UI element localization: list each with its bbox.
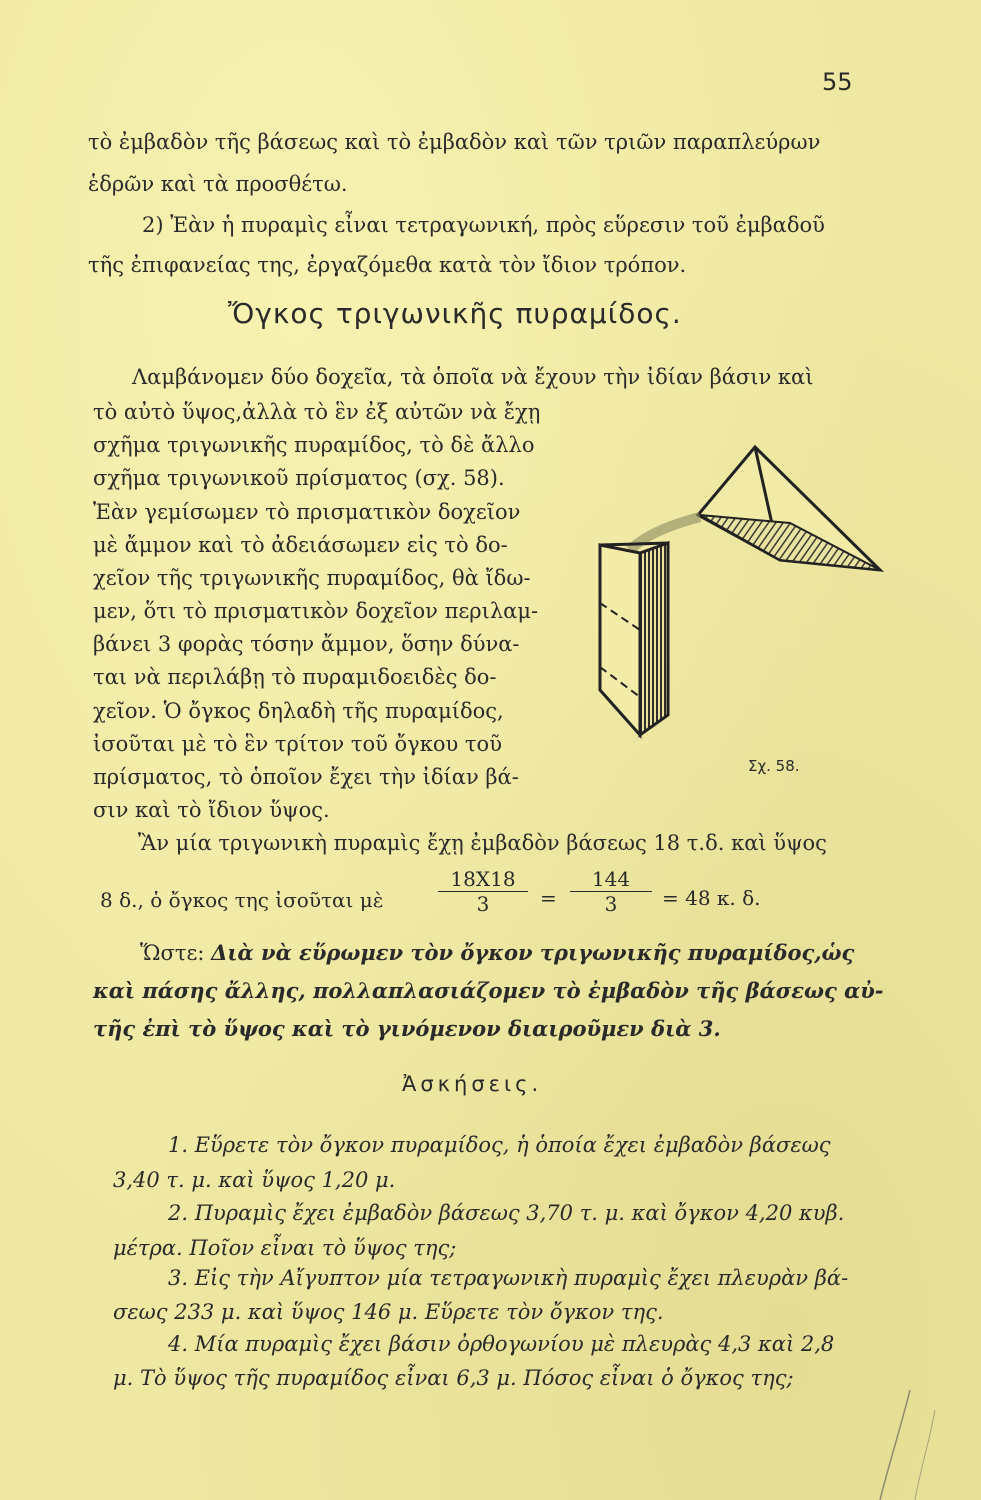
exercise-1-line-1: 1. Εὕρετε τὸν ὄγκον πυραμίδος, ἡ ὁποία ἔχει ἐμβαδὸν βάσεως <box>168 1133 831 1157</box>
body-line-5: Ἐὰν γεμίσωμεν τὸ πρισματικὸν δοχεῖον <box>93 500 521 524</box>
exercise-2-line-1: 2. Πυραμὶς ἔχει ἐμβαδὸν βάσεως 3,70 τ. μ. καὶ ὄγκον 4,20 κυβ. <box>168 1201 845 1225</box>
rule-text-1: Διὰ νὰ εὕρωμεν τὸν ὄγκον τριγωνικῆς πυραμίδος,ὡς <box>211 940 855 965</box>
exercise-4-line-2: μ. Τὸ ὕψος τῆς πυραμίδος εἶναι 6,3 μ. Πόσος εἶναι ὁ ὄγκος της; <box>113 1366 794 1390</box>
body-line-4: σχῆμα τριγωνικοῦ πρίσματος (σχ. 58). <box>93 466 505 490</box>
prism-vessel <box>600 543 668 735</box>
formula-result: = 48 κ. δ. <box>662 886 761 910</box>
page-number: 55 <box>822 68 853 96</box>
exercise-3-line-1: 3. Εἰς τὴν Αἴγυπτον μία τετραγωνικὴ πυραμὶς ἔχει πλευρὰν βά- <box>168 1266 849 1290</box>
figure-caption: Σχ. 58. <box>748 757 800 775</box>
body-line-14: σιν καὶ τὸ ἴδιον ὕψος. <box>93 798 330 822</box>
body-line-6: μὲ ἄμμον καὶ τὸ ἀδειάσωμεν εἰς τὸ δο- <box>93 533 508 557</box>
body-line-2: τὸ αὐτὸ ὕψος,ἀλλὰ τὸ ἓν ἐξ αὐτῶν νὰ ἔχῃ <box>93 400 541 424</box>
body-line-9: βάνει 3 φορὰς τόσην ἄμμον, ὅσην δύνα- <box>93 632 520 656</box>
body-line-7: χεῖον τῆς τριγωνικῆς πυραμίδος, θὰ ἴδω- <box>93 566 531 590</box>
fraction-2 <box>570 867 652 916</box>
intro-line-1: τὸ ἐμβαδὸν τῆς βάσεως καὶ τὸ ἐμβαδὸν καὶ τῶν τριῶν παραπλεύρων <box>88 130 821 154</box>
exercises-title: Ἀσκήσεις. <box>402 1072 543 1096</box>
intro-line-2: ἑδρῶν καὶ τὰ προσθέτω. <box>88 172 348 196</box>
body-line-3: σχῆμα τριγωνικῆς πυραμίδος, τὸ δὲ ἄλλο <box>93 433 535 457</box>
exercise-1-line-2: 3,40 τ. μ. καὶ ὕψος 1,20 μ. <box>113 1168 396 1192</box>
fraction-1-denominator: 3 <box>476 892 490 916</box>
intro-line-3: 2) Ἐὰν ἡ πυραμὶς εἶναι τετραγωνική, πρὸς εὕρεσιν τοῦ ἐμβαδοῦ <box>142 213 825 237</box>
rule-line-3: τῆς ἐπὶ τὸ ὕψος καὶ τὸ γινόμενον διαιροῦμεν διὰ 3. <box>93 1016 721 1041</box>
fraction-1-numerator: 18X18 <box>438 867 528 892</box>
exercise-4-line-1: 4. Μία πυραμὶς ἔχει βάσιν ὀρθογωνίου μὲ πλευρὰς 4,3 καὶ 2,8 <box>168 1332 835 1356</box>
rule-lead: Ὥστε: <box>140 941 205 965</box>
body-line-10: ται νὰ περιλάβῃ τὸ πυραμιδοειδὲς δο- <box>93 665 497 689</box>
corner-pencil-mark <box>840 1390 940 1500</box>
section-heading: Ὄγκος τριγωνικῆς πυραμίδος. <box>228 297 682 330</box>
intro-line-4: τῆς ἐπιφανείας της, ἐργαζόμεθα κατὰ τὸν ἴδιον τρόπον. <box>88 253 687 277</box>
pyramid-vessel <box>698 447 880 570</box>
body-line-8: μεν, ὅτι τὸ πρισματικὸν δοχεῖον περιλαμ- <box>93 599 539 623</box>
equals-sign-1: = <box>540 886 557 910</box>
prism-pyramid-figure <box>580 435 890 755</box>
exercise-3-line-2: σεως 233 μ. καὶ ὕψος 146 μ. Εὕρετε τὸν ὄγκον της. <box>113 1300 664 1324</box>
body-line-1: Λαμβάνομεν δύο δοχεῖα, τὰ ὁποῖα νὰ ἔχουν τὴν ἰδίαν βάσιν καὶ <box>132 365 814 389</box>
exercise-2-line-2: μέτρα. Ποῖον εἶναι τὸ ὕψος της; <box>113 1236 457 1260</box>
body-line-11: χεῖον. Ὁ ὄγκος δηλαδὴ τῆς πυραμίδος, <box>93 699 504 723</box>
fraction-1 <box>438 867 528 916</box>
body-line-15: Ἂν μία τριγωνικὴ πυραμὶς ἔχῃ ἐμβαδὸν βάσεως 18 τ.δ. καὶ ὕψος <box>138 831 827 855</box>
body-line-12: ἰσοῦται μὲ τὸ ἓν τρίτον τοῦ ὄγκου τοῦ <box>93 732 502 756</box>
rule-line-2: καὶ πάσης ἄλλης, πολλαπλασιάζομεν τὸ ἐμβαδὸν τῆς βάσεως αὐ- <box>93 978 884 1003</box>
fraction-2-denominator: 3 <box>604 892 618 916</box>
fraction-2-numerator: 144 <box>570 867 652 892</box>
body-line-13: πρίσματος, τὸ ὁποῖον ἔχει τὴν ἰδίαν βά- <box>93 765 519 789</box>
rule-line-1 <box>140 940 854 966</box>
formula-prefix: 8 δ., ὁ ὄγκος της ἰσοῦται μὲ <box>100 888 384 912</box>
